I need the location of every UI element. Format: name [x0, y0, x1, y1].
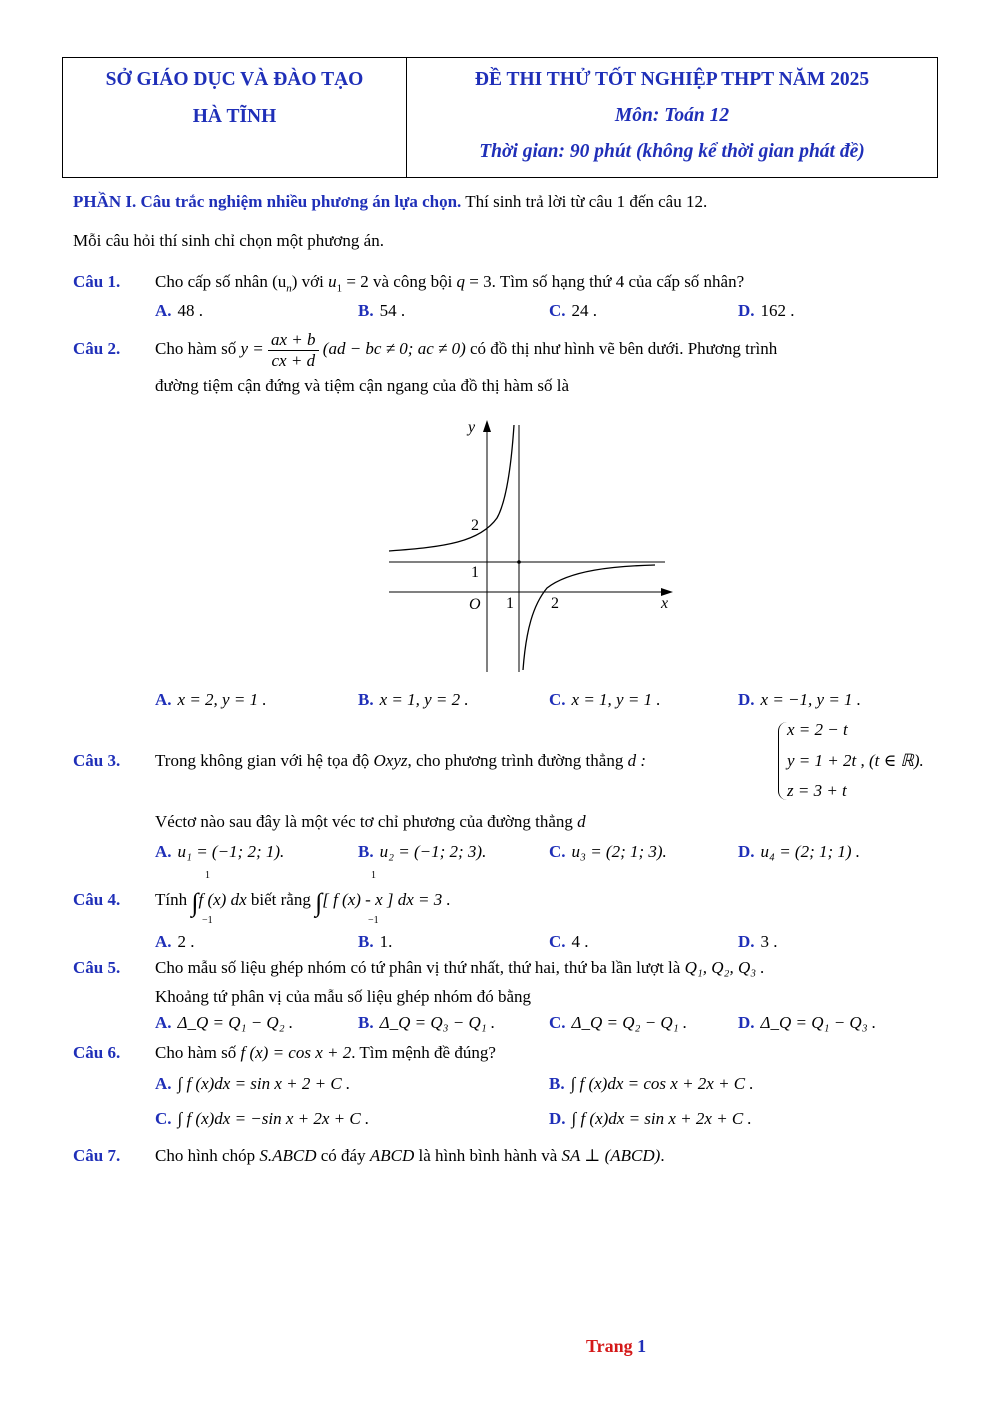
q3-option-b[interactable]: [358, 842, 486, 862]
exam-title: ĐỀ THI THỬ TỐT NGHIỆP THPT NĂM 2025: [474, 69, 870, 90]
origin-label: O: [469, 596, 481, 613]
option-text: 2 .: [177, 932, 195, 951]
question-text: . Tìm mệnh đề đúng?: [351, 1043, 496, 1062]
option-text: x = 2, y = 1 .: [177, 690, 267, 709]
denominator: cx + d: [271, 350, 316, 370]
option-letter: A.: [155, 1074, 172, 1093]
option-letter: D.: [738, 842, 755, 861]
option-letter: B.: [549, 1074, 565, 1093]
q4-option-d[interactable]: [738, 932, 778, 952]
option-text: 3 .: [760, 932, 778, 951]
question-text: là hình bình hành và: [414, 1146, 562, 1165]
option-letter: A.: [155, 301, 172, 320]
option-letter: C.: [155, 1109, 172, 1128]
option-letter: C.: [549, 301, 566, 320]
option-letter: D.: [738, 690, 755, 709]
section-title: PHẦN I. Câu trắc nghiệm nhiều phương án lựa chọn.: [73, 192, 462, 211]
curve-right-branch: [523, 565, 655, 670]
question-text: Cho mẫu số liệu ghép nhóm có tứ phân vị thứ nhất, thứ hai, thứ ba lần lượt là: [155, 958, 685, 977]
lower-limit: −1: [202, 915, 213, 926]
department-name: SỞ GIÁO DỤC VÀ ĐÀO TẠO: [105, 69, 364, 90]
system-eq-2: y = 1 + 2t , (t ∈ ℝ).: [787, 751, 924, 770]
math-var: q: [456, 272, 466, 291]
question-label: Câu 5.: [73, 958, 121, 977]
question-text: ) với: [291, 272, 329, 291]
q5-option-b[interactable]: [358, 1013, 495, 1033]
curve-left-branch: [389, 425, 514, 551]
question-4: [73, 888, 451, 918]
option-text: u₁ = (−1; 2; 1).: [177, 842, 285, 861]
option-text: ∫ f (x)dx = sin x + 2x + C .: [571, 1109, 752, 1128]
option-letter: D.: [738, 932, 755, 951]
question-text: Tính: [155, 890, 192, 909]
option-text: Δ_Q = Q₂ − Q₁ .: [571, 1013, 688, 1032]
question-text: Trong không gian với hệ tọa độ: [155, 751, 374, 770]
question-text: Cho hình chóp: [155, 1146, 260, 1165]
upper-limit: 1: [205, 870, 210, 881]
math-expression: SA ⊥ (ABCD): [561, 1146, 661, 1165]
tick-y-2: 2: [471, 517, 479, 534]
q5-option-a[interactable]: [155, 1013, 293, 1033]
question-text: .: [660, 1146, 665, 1165]
exam-header: [62, 57, 938, 178]
q4-option-a[interactable]: [155, 932, 195, 952]
integral-sign: ∫: [191, 888, 199, 917]
x-label: x: [661, 595, 669, 612]
question-text: = 3. Tìm số hạng thứ 4 của cấp số nhân?: [465, 272, 745, 291]
question-3: [73, 751, 646, 771]
option-text: Δ_Q = Q₃ − Q₁ .: [379, 1013, 496, 1032]
q5-text-line2: Khoảng tứ phân vị của mẫu số liệu ghép nhóm đó bằng: [155, 987, 532, 1006]
math-var: Q₁, Q₂, Q₃ .: [684, 958, 765, 977]
q4-option-b[interactable]: [358, 932, 392, 952]
question-text: biết rằng: [246, 890, 316, 909]
option-text: u₂ = (−1; 2; 3).: [379, 842, 487, 861]
math-var: u: [328, 272, 337, 291]
question-label: Câu 4.: [73, 890, 121, 909]
option-text: ∫ f (x)dx = sin x + 2 + C .: [177, 1074, 351, 1093]
q1-option-b[interactable]: [358, 301, 405, 321]
q3-option-a[interactable]: [155, 842, 284, 862]
option-letter: D.: [738, 1013, 755, 1032]
q6-option-b[interactable]: [549, 1074, 754, 1094]
option-letter: B.: [358, 1013, 374, 1032]
function-graph: [385, 410, 685, 675]
option-letter: D.: [549, 1109, 566, 1128]
math-expression: f (x) = cos x + 2: [240, 1043, 352, 1062]
q3-option-c[interactable]: [549, 842, 667, 862]
option-text: u₄ = (2; 1; 1) .: [760, 842, 861, 861]
question-text: Cho hàm số: [155, 338, 241, 358]
option-letter: B.: [358, 690, 374, 709]
q5-option-c[interactable]: [549, 1013, 687, 1033]
section-instruction: Mỗi câu hỏi thí sinh chỉ chọn một phương án.: [73, 231, 384, 250]
header-right: [407, 58, 937, 177]
question-label: Câu 6.: [73, 1043, 121, 1062]
q5-option-d[interactable]: [738, 1013, 876, 1033]
section-intro: [73, 192, 707, 212]
option-text: x = 1, y = 2 .: [379, 690, 469, 709]
q2-text-line2: đường tiệm cận đứng và tiệm cận ngang của đồ thị hàm số là: [155, 376, 570, 395]
option-text: 4 .: [571, 932, 589, 951]
header-left: [63, 58, 407, 177]
page-number: [586, 1336, 646, 1357]
page-num: 1: [637, 1336, 647, 1356]
question-6: [73, 1043, 496, 1063]
option-letter: C.: [549, 690, 566, 709]
condition: (ad − bc ≠ 0; ac ≠ 0): [322, 338, 466, 358]
integrand: [ f (x) - x ] dx = 3 .: [322, 890, 451, 909]
question-text: có đồ thị như hình vẽ bên dưới. Phương trình: [465, 338, 778, 358]
tick-y-1: 1: [471, 564, 479, 581]
subscript: n: [286, 282, 292, 295]
math-var: d :: [627, 751, 646, 770]
q2-option-a[interactable]: [155, 690, 267, 710]
option-text: 24 .: [571, 301, 598, 320]
question-text: Cho hàm số: [155, 1043, 241, 1062]
option-text: u₃ = (2; 1; 3).: [571, 842, 667, 861]
integrand: f (x) dx: [198, 890, 247, 909]
question-label: Câu 2.: [73, 338, 121, 358]
province-name: HÀ TĨNH: [192, 106, 277, 127]
option-letter: C.: [549, 1013, 566, 1032]
question-text: Cho cấp số nhân (u: [155, 272, 287, 291]
q2-option-c[interactable]: [549, 690, 661, 710]
option-letter: A.: [155, 1013, 172, 1032]
math-var: Oxyz: [373, 751, 408, 770]
option-letter: A.: [155, 932, 172, 951]
y-label: y: [468, 419, 476, 436]
option-letter: C.: [549, 932, 566, 951]
option-text: 54 .: [379, 301, 406, 320]
q6-option-d[interactable]: [549, 1109, 752, 1129]
intersection-point: [517, 560, 521, 564]
system-eq-1: x = 2 − t: [787, 720, 848, 739]
option-letter: B.: [358, 932, 374, 951]
q4-option-c[interactable]: [549, 932, 589, 952]
page-label: Trang: [586, 1336, 638, 1356]
option-text: ∫ f (x)dx = −sin x + 2x + C .: [177, 1109, 370, 1128]
q2-option-b[interactable]: [358, 690, 469, 710]
option-letter: A.: [155, 842, 172, 861]
q2-option-d[interactable]: [738, 690, 861, 710]
fraction: [268, 330, 319, 370]
question-label: Câu 1.: [73, 272, 121, 291]
upper-limit: 1: [371, 870, 376, 881]
math-var: d: [577, 812, 586, 831]
question-2: [73, 330, 777, 370]
lower-limit: −1: [368, 915, 379, 926]
system-eq-3: z = 3 + t: [787, 781, 847, 800]
question-5: [73, 958, 765, 978]
question-text: Véctơ nào sau đây là một véc tơ chỉ phương của đường thẳng: [155, 812, 578, 831]
option-text: 1.: [379, 932, 393, 951]
integral-sign: ∫: [315, 888, 323, 917]
option-text: x = 1, y = 1 .: [571, 690, 661, 709]
y-axis-arrow: [483, 420, 491, 432]
subject: Môn: Toán 12: [614, 105, 730, 126]
option-letter: B.: [358, 301, 374, 320]
q6-option-c[interactable]: [155, 1109, 369, 1129]
section-text: Thí sinh trả lời từ câu 1 đến câu 12.: [461, 192, 708, 211]
option-letter: D.: [738, 301, 755, 320]
question-text: , cho phương trình đường thẳng: [407, 751, 628, 770]
q1-option-c[interactable]: [549, 301, 597, 321]
question-text: = 2 và công bội: [342, 272, 457, 291]
subscript: 1: [336, 282, 343, 295]
math-var: y =: [240, 338, 264, 358]
option-letter: B.: [358, 842, 374, 861]
question-label: Câu 3.: [73, 751, 121, 770]
math-var: S.ABCD: [259, 1146, 317, 1165]
option-text: 162 .: [760, 301, 795, 320]
q3-text-line2: [155, 812, 586, 832]
system-brace: [778, 722, 787, 800]
option-text: x = −1, y = 1 .: [760, 690, 862, 709]
question-text: có đáy: [316, 1146, 370, 1165]
q6-option-a[interactable]: [155, 1074, 350, 1094]
option-text: ∫ f (x)dx = cos x + 2x + C .: [570, 1074, 754, 1093]
question-label: Câu 7.: [73, 1146, 121, 1165]
tick-x-2: 2: [551, 595, 559, 612]
option-text: Δ_Q = Q₁ − Q₂ .: [177, 1013, 294, 1032]
question-1: [73, 272, 744, 294]
q3-option-d[interactable]: [738, 842, 860, 862]
option-letter: A.: [155, 690, 172, 709]
q1-option-d[interactable]: [738, 301, 795, 321]
math-var: ABCD: [369, 1146, 415, 1165]
option-text: Δ_Q = Q₁ − Q₃ .: [760, 1013, 877, 1032]
question-7: [73, 1146, 665, 1166]
option-letter: C.: [549, 842, 566, 861]
duration: Thời gian: 90 phút (không kể thời gian phát đề): [479, 141, 865, 162]
numerator: ax + b: [268, 330, 319, 351]
tick-x-1: 1: [506, 595, 514, 612]
q1-option-a[interactable]: [155, 301, 203, 321]
option-text: 48 .: [177, 301, 204, 320]
